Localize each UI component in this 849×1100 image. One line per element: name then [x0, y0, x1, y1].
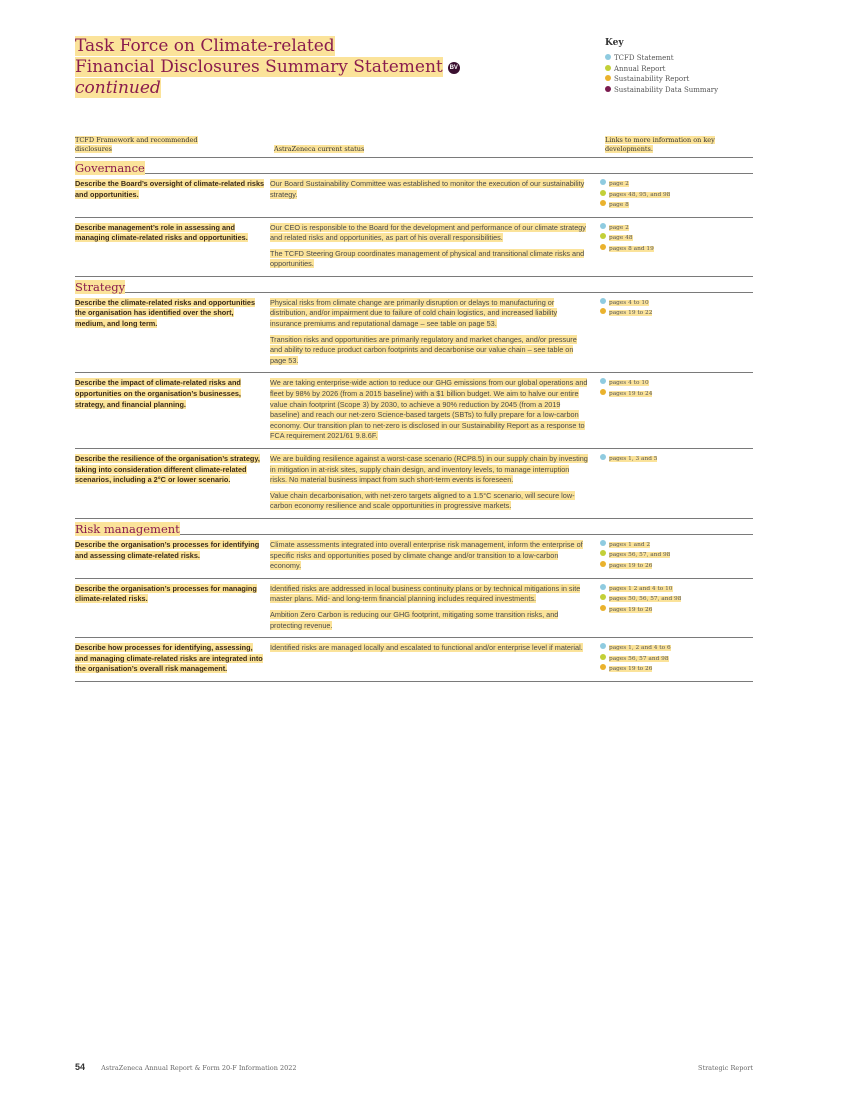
status-cell [270, 223, 588, 270]
page-link[interactable] [600, 561, 750, 572]
key-item-label: Sustainability Report [614, 75, 690, 83]
page-link[interactable] [600, 454, 750, 465]
bv-badge: BV [448, 62, 460, 74]
table-body [75, 158, 753, 682]
disclosure-cell [75, 454, 265, 486]
page-link-text: pages 1, 2 and 4 to 6 [609, 645, 671, 652]
page-link-text: page 2 [609, 224, 629, 231]
page-link-text: pages 19 to 26 [609, 666, 653, 673]
status-cell [270, 378, 588, 442]
section-heading [75, 519, 753, 535]
page-link-text: pages 1 and 2 [609, 541, 651, 548]
page-link[interactable] [600, 378, 750, 389]
header-links: Links to more information on key developments. [605, 136, 715, 153]
link-dot-icon [600, 643, 606, 649]
disclosure-text: Describe the climate-related risks and opportunities the organisation has identified over the short, medium, and long term. [75, 297, 256, 329]
link-dot-icon [600, 308, 606, 314]
table-row [75, 449, 753, 519]
table-row [75, 174, 753, 218]
page-footer [75, 1062, 753, 1072]
key-item-label: Annual Report [614, 64, 666, 73]
page-link[interactable] [600, 298, 750, 309]
key-items [605, 53, 718, 95]
status-text: Physical risks from climate change are primarily disruption or delays to manufacturing or distribution, and/or impairment due to failure of cold chain logistics, and increased liability insurance premiums and reputational damage – see table on page 53. [270, 297, 558, 329]
title-line-1: Task Force on Climate-related [75, 36, 335, 56]
key-dot-icon [605, 75, 611, 81]
status-cell [270, 454, 588, 512]
page-link[interactable] [600, 223, 750, 234]
title-continued: continued [75, 78, 161, 98]
status-paragraph [270, 584, 588, 605]
page-link[interactable] [600, 584, 750, 595]
status-text: The TCFD Steering Group coordinates management of physical and transitional climate risks and opportunities. [270, 248, 585, 269]
page-link-text: pages 48, 95, and 98 [609, 191, 671, 198]
disclosure-cell [75, 179, 265, 200]
page-link[interactable] [600, 190, 750, 201]
link-dot-icon [600, 389, 606, 395]
page-link[interactable] [600, 244, 750, 255]
page-link-text: pages 8 and 19 [609, 245, 654, 252]
status-text: We are taking enterprise-wide action to reduce our GHG emissions from our global operations and fleet by 98% by 2026 (from a 2015 baseline) with a $1 billion budget. We aim to halve our entire value chain footprint (Scope 3) by 2030, to achieve a 90% reduction by 2045 (from a 2019 baseline) and reach our net-zero Science-based targets (SBTs) to fully prepare for a low-carbon economy. Our transition plan to net-zero is disclosed in our Sustainability Report as a response to FCA requirement 2021/61 9.8.6F. [270, 378, 588, 441]
link-dot-icon [600, 654, 606, 660]
link-dot-icon [600, 584, 606, 590]
disclosure-text: Describe the resilience of the organisation’s strategy, taking into consideration different climate-related scenarios, including a 2°C or lower scenario. [75, 454, 260, 485]
disclosure-cell [75, 584, 265, 605]
link-dot-icon [600, 378, 606, 384]
table-row [75, 218, 753, 277]
status-paragraph [270, 249, 588, 270]
page-link-text: pages 4 to 10 [609, 380, 649, 387]
disclosure-cell [75, 540, 265, 561]
page-link-text: page 8 [609, 202, 629, 208]
status-cell [270, 179, 588, 200]
disclosure-text: Describe how processes for identifying, assessing, and managing climate-related risks are integrated into the organisation’s overall risk management. [75, 643, 263, 674]
key-item [605, 85, 718, 96]
links-cell [600, 584, 750, 616]
key-legend [605, 38, 718, 95]
page-link[interactable] [600, 389, 750, 400]
tcfd-table [75, 136, 753, 682]
link-dot-icon [600, 605, 606, 611]
section-heading [75, 277, 753, 293]
link-dot-icon [600, 561, 606, 567]
table-row [75, 579, 753, 638]
status-paragraph [270, 298, 588, 330]
disclosure-text: Describe the organisation’s processes for managing climate-related risks. [75, 583, 257, 604]
status-paragraph [270, 540, 588, 572]
link-dot-icon [600, 223, 606, 229]
status-text: Our Board Sustainability Committee was established to monitor the execution of our sustainability strategy. [270, 179, 585, 199]
section-title: Governance [75, 161, 145, 175]
link-dot-icon [600, 664, 606, 670]
link-dot-icon [600, 550, 606, 556]
page-link[interactable] [600, 308, 750, 319]
links-cell [600, 179, 750, 211]
status-paragraph [270, 378, 588, 442]
status-paragraph [270, 179, 588, 200]
page-link[interactable] [600, 654, 750, 665]
links-cell [600, 643, 750, 675]
page-number: 54 [75, 1062, 86, 1072]
key-item [605, 64, 718, 75]
status-cell [270, 298, 588, 367]
table-row [75, 638, 753, 682]
key-item [605, 53, 718, 64]
status-text: We are building resilience against a worst-case scenario (RCP8.5) in our supply chain by investing in mitigation in at-risk sites, supply chain design, and inventory levels, to manage interruption risks. No material business impact from such short-term events is foreseen. [270, 454, 588, 485]
page-link-text: pages 19 to 24 [609, 390, 653, 397]
key-item-label: TCFD Statement [614, 54, 674, 62]
key-dot-icon [605, 86, 611, 92]
page-link[interactable] [600, 605, 750, 616]
key-title: Key [605, 38, 624, 48]
status-paragraph [270, 223, 588, 244]
disclosure-text: Describe the impact of climate-related risks and opportunities on the organisation’s businesses, strategy, and financial planning. [75, 378, 241, 409]
status-cell [270, 584, 588, 631]
section-title: Strategy [75, 279, 126, 294]
page-link[interactable] [600, 200, 750, 211]
status-text: Our CEO is responsible to the Board for the development and performance of our climate strategy and related risks and opportunities, as part of his overall responsibilities. [270, 222, 586, 243]
page-link[interactable] [600, 664, 750, 675]
page-title [75, 36, 545, 99]
title-line-2: Financial Disclosures Summary Statement [75, 57, 443, 77]
status-paragraph [270, 643, 588, 654]
section-heading [75, 158, 753, 174]
disclosure-text: Describe the organisation’s processes for identifying and assessing climate-related risks. [75, 539, 260, 560]
disclosure-cell [75, 643, 265, 675]
page-link-text: pages 50, 56, 57, and 98 [609, 596, 682, 603]
status-text: Identified risks are managed locally and escalated to functional and/or enterprise level if material. [270, 643, 583, 653]
page-link[interactable] [600, 179, 750, 190]
disclosure-cell [75, 223, 265, 244]
status-text: Value chain decarbonisation, with net-zero targets aligned to a 1.5°C scenario, will secure low-carbon economy resilience and scale opportunities in progressive markets. [270, 490, 575, 511]
header-status: AstraZeneca current status [274, 145, 365, 153]
links-cell [600, 378, 750, 399]
status-text: Transition risks and opportunities are primarily regulatory and market changes, and/or pressure and ability to reduce product carbon footprints and decarbonise our value chain – see table on page 53. [270, 334, 577, 365]
key-item [605, 74, 718, 85]
page-link[interactable] [600, 550, 750, 561]
status-cell [270, 540, 588, 572]
link-dot-icon [600, 190, 606, 196]
page-link-text: pages 56, 57 and 98 [609, 655, 669, 662]
link-dot-icon [600, 244, 606, 250]
key-dot-icon [605, 54, 611, 60]
page-link-text: pages 56, 57, and 98 [609, 552, 671, 559]
section-name: Strategic Report [698, 1064, 753, 1072]
disclosure-cell [75, 298, 265, 330]
status-paragraph [270, 335, 588, 367]
publication-name: AstraZeneca Annual Report & Form 20-F Information 2022 [101, 1064, 297, 1072]
status-text: Ambition Zero Carbon is reducing our GHG footprint, mitigating some transition risks, and protecting revenue. [270, 609, 559, 630]
page-link-text: pages 1, 3 and 5 [609, 456, 658, 462]
status-text: Climate assessments integrated into overall enterprise risk management, inform the enterprise of specific risks and opportunities posed by climate change and/or transition to a low-carbon economy. [270, 539, 583, 571]
key-dot-icon [605, 65, 611, 71]
table-row [75, 373, 753, 449]
page-link-text: pages 1 2 and 4 to 10 [609, 585, 673, 592]
status-cell [270, 643, 588, 654]
status-text: Identified risks are addressed in local business continuity plans or by technical mitigations in site master plans. Mid- and long-term financial planning includes required investments. [270, 583, 581, 604]
links-cell [600, 540, 750, 572]
page-link-text: pages 4 to 10 [609, 299, 649, 306]
disclosure-text: Describe management’s role in assessing and managing climate-related risks and opportunities. [75, 222, 248, 243]
link-dot-icon [600, 298, 606, 304]
link-dot-icon [600, 200, 606, 206]
page-link[interactable] [600, 643, 750, 654]
disclosure-cell [75, 378, 265, 410]
link-dot-icon [600, 454, 606, 460]
status-paragraph [270, 610, 588, 631]
status-paragraph [270, 491, 588, 512]
table-row [75, 293, 753, 374]
page-link-text: pages 19 to 26 [609, 606, 653, 613]
page-link[interactable] [600, 233, 750, 244]
link-dot-icon [600, 179, 606, 185]
section-title: Risk management [75, 521, 180, 536]
table-header [75, 136, 753, 158]
link-dot-icon [600, 233, 606, 239]
header-framework: TCFD Framework and recommended disclosures [75, 136, 198, 153]
table-row [75, 535, 753, 579]
links-cell [600, 298, 750, 319]
links-cell [600, 454, 750, 465]
page-link-text: pages 19 to 22 [609, 310, 653, 317]
page-link[interactable] [600, 594, 750, 605]
page-link[interactable] [600, 540, 750, 551]
status-paragraph [270, 454, 588, 486]
link-dot-icon [600, 594, 606, 600]
link-dot-icon [600, 540, 606, 546]
page-link-text: page 48 [609, 235, 633, 241]
key-item-label: Sustainability Data Summary [614, 85, 719, 94]
disclosure-text: Describe the Board’s oversight of climate-related risks and opportunities. [75, 179, 265, 199]
links-cell [600, 223, 750, 255]
page-link-text: page 2 [609, 181, 629, 187]
page-link-text: pages 19 to 26 [609, 562, 653, 569]
